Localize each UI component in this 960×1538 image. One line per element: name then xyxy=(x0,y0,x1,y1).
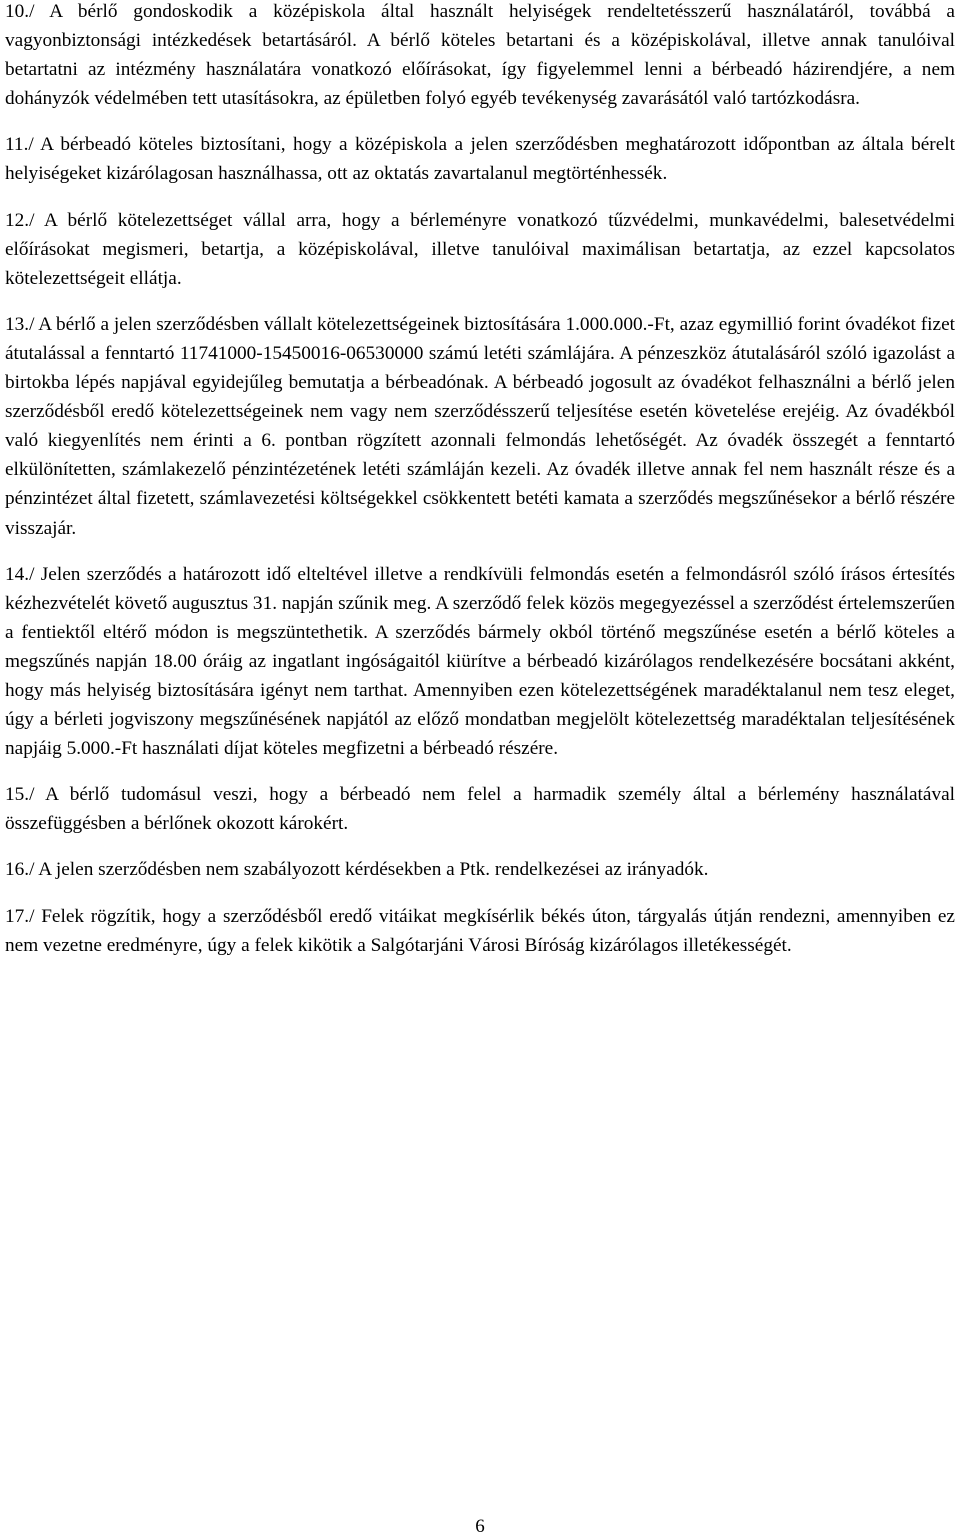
clause-12: 12./ A bérlő kötelezettséget vállal arra, hogy a bérleményre vonatkozó tűzvédelmi, munkavédelmi, balesetvédelmi előírásokat megismeri, betartja, a középiskolával, illetve tanulóival maximálisan betartatja, az ezzel kapcsolatos kötelezettségeit ellátja. xyxy=(5,209,955,289)
page-number: 6 xyxy=(475,1516,485,1537)
clause-13: 13./ A bérlő a jelen szerződésben vállalt kötelezettségeinek biztosítására 1.000.000.-Ft, azaz egymillió forint óvadékot fizet átutalással a fenntartó 11741000-15450016-06530000 számú letéti számlájára. A pénzeszköz átutalásáról szóló igazolást a birtokba lépés napjával egyidejűleg bemutatja a bérbeadónak. A bérbeadó jogosult az óvadékot felhasználni a bérlő jelen szerződésből eredő kötelezettségeinek nem vagy nem szerződésszerű teljesítése esetén követelése erejéig. Az óvadékból való kiegyenlítés nem érinti a 6. pontban rögzített azonnali felmondás lehetőségét. Az óvadék összegét a fenntartó elkülönítetten, számlakezelő pénzintézetének letéti számláján kezeli. Az óvadék illetve annak fel nem használt része és a pénzintézet által fizetett, számlavezetési költségekkel csökkentett betéti kamata a szerződés megszűnésekor a bérlő részére visszajár. xyxy=(5,313,955,539)
clause-14: 14./ Jelen szerződés a határozott idő elteltével illetve a rendkívüli felmondás esetén a felmondásról szóló írásos értesítés kézhezvételét követő augusztus 31. napján szűnik meg. A szerződő felek közös megegyezéssel a szerződést értelemszerűen a fentiektől eltérő módon is megszüntethetik. A szerződés bármely okból történő megszűnése esetén a bérlő köteles a megszűnés napján 18.00 óráig az ingatlant ingóságaitól kiürítve a bérbeadó kizárólagos rendelkezésére bocsátani akként, hogy más helyiség biztosítására igényt nem tarthat. Amennyiben ezen kötelezettségének maradéktalanul nem tesz eleget, úgy a bérleti jogviszony megszűnésének napjától az előző mondatban megjelölt kötelezettség maradéktalan teljesítésének napjáig 5.000.-Ft használati díjat köteles megfizetni a bérbeadó részére. xyxy=(5,563,955,760)
clause-15: 15./ A bérlő tudomásul veszi, hogy a bérbeadó nem felel a harmadik személy által a bérlemény használatával összefüggésben a bérlőnek okozott károkért. xyxy=(5,784,955,835)
clause-11: 11./ A bérbeadó köteles biztosítani, hogy a középiskola a jelen szerződésben meghatározott időpontban az általa bérelt helyiségeket kizárólagosan használhassa, ott az oktatás zavartalanul megtörténhessék. xyxy=(5,134,955,185)
clause-17: 17./ Felek rögzítik, hogy a szerződésből eredő vitáikat megkísérlik békés úton, tárgyalás útján rendezni, amennyiben ez nem vezetne eredményre, úgy a felek kikötik a Salgótarjáni Városi Bíróság kizárólagos illetékességét. xyxy=(5,905,955,956)
clause-10: 10./ A bérlő gondoskodik a középiskola által használt helyiségek rendeltetésszerű használatáról, továbbá a vagyonbiztonsági intézkedések betartásáról. A bérlő köteles betartani és a középiskolával, illetve annak tanulóival betartatni az intézmény használatára vonatkozó előírásokat, így figyelemmel lenni a bérbeadó házirendjére, a nem dohányzók védelmében tett utasításokra, az épületben folyó egyéb tevékenység zavarásától való tartózkodásra. xyxy=(5,1,955,110)
document-body xyxy=(5,0,955,977)
clause-16: 16./ A jelen szerződésben nem szabályozott kérdésekben a Ptk. rendelkezései az irányadók. xyxy=(5,859,709,881)
